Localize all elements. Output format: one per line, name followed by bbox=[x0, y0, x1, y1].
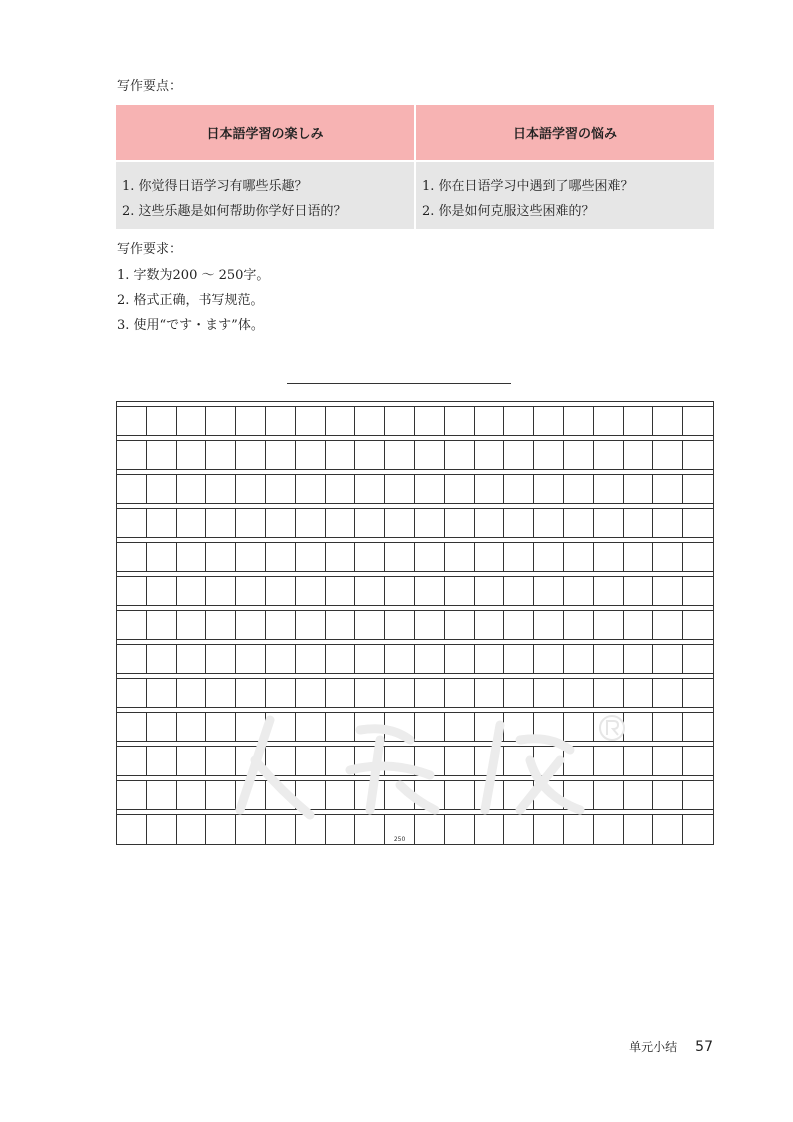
grid-cell[interactable] bbox=[445, 815, 475, 844]
grid-cell[interactable] bbox=[504, 407, 534, 435]
topic-body bbox=[416, 162, 714, 229]
grid-cell[interactable] bbox=[445, 407, 475, 435]
grid-cell[interactable] bbox=[683, 611, 713, 639]
grid-cell[interactable] bbox=[653, 543, 683, 571]
grid-cell[interactable] bbox=[564, 645, 594, 673]
grid-cell[interactable] bbox=[385, 475, 415, 503]
grid-cell[interactable] bbox=[594, 611, 624, 639]
grid-cell[interactable] bbox=[236, 781, 266, 809]
grid-cell[interactable] bbox=[326, 441, 356, 469]
grid-cell[interactable] bbox=[504, 645, 534, 673]
grid-row bbox=[117, 475, 713, 504]
topic-header: 日本語学習の悩み bbox=[416, 105, 714, 160]
topic-item: 1. 你觉得日语学习有哪些乐趣？ bbox=[122, 179, 308, 194]
grid-cell[interactable] bbox=[415, 407, 445, 435]
grid-cell[interactable] bbox=[534, 407, 564, 435]
grid-cell[interactable] bbox=[445, 645, 475, 673]
grid-cell[interactable] bbox=[236, 815, 266, 844]
grid-cell[interactable] bbox=[385, 509, 415, 537]
grid-cell[interactable] bbox=[564, 543, 594, 571]
grid-cell[interactable] bbox=[296, 679, 326, 707]
grid-cell[interactable] bbox=[296, 611, 326, 639]
grid-cell[interactable] bbox=[415, 543, 445, 571]
grid-cell[interactable] bbox=[504, 543, 534, 571]
grid-cell[interactable] bbox=[504, 611, 534, 639]
grid-cell[interactable] bbox=[236, 407, 266, 435]
grid-cell[interactable] bbox=[653, 509, 683, 537]
grid-cell[interactable] bbox=[296, 407, 326, 435]
grid-row bbox=[117, 781, 713, 810]
grid-cell[interactable] bbox=[415, 611, 445, 639]
grid-cell[interactable] bbox=[683, 747, 713, 775]
grid-cell[interactable] bbox=[564, 713, 594, 741]
grid-cell[interactable] bbox=[624, 781, 654, 809]
grid-cell[interactable] bbox=[385, 407, 415, 435]
grid-cell[interactable] bbox=[445, 441, 475, 469]
grid-cell[interactable] bbox=[624, 645, 654, 673]
grid-cell[interactable] bbox=[504, 781, 534, 809]
grid-cell[interactable] bbox=[475, 713, 505, 741]
grid-cell[interactable] bbox=[266, 679, 296, 707]
grid-cell[interactable] bbox=[117, 577, 147, 605]
grid-cell[interactable] bbox=[564, 407, 594, 435]
grid-row bbox=[117, 441, 713, 470]
grid-row bbox=[117, 815, 713, 844]
grid-cell[interactable] bbox=[236, 509, 266, 537]
grid-cell[interactable] bbox=[445, 781, 475, 809]
grid-cell[interactable] bbox=[415, 441, 445, 469]
grid-cell[interactable] bbox=[355, 645, 385, 673]
grid-cell[interactable] bbox=[147, 577, 177, 605]
grid-cell[interactable] bbox=[266, 543, 296, 571]
grid-cell[interactable] bbox=[445, 509, 475, 537]
requirement-item: 1. 字数为200 ～ 250字。 bbox=[117, 268, 270, 283]
grid-cell[interactable] bbox=[475, 407, 505, 435]
grid-cell[interactable] bbox=[624, 577, 654, 605]
grid-cell[interactable] bbox=[683, 407, 713, 435]
chapter-label: 单元小结 bbox=[629, 1040, 678, 1054]
grid-cell[interactable] bbox=[594, 441, 624, 469]
grid-cell[interactable] bbox=[236, 441, 266, 469]
grid-cell[interactable] bbox=[415, 815, 445, 844]
grid-cell[interactable] bbox=[534, 645, 564, 673]
grid-cell[interactable] bbox=[624, 543, 654, 571]
grid-cell[interactable] bbox=[624, 747, 654, 775]
grid-cell[interactable] bbox=[683, 713, 713, 741]
grid-cell[interactable] bbox=[326, 747, 356, 775]
grid-cell[interactable] bbox=[504, 577, 534, 605]
requirement-item: 2. 格式正确，书写规范。 bbox=[117, 293, 264, 308]
grid-cell[interactable] bbox=[206, 475, 236, 503]
grid-cell[interactable] bbox=[266, 441, 296, 469]
grid-cell[interactable] bbox=[445, 747, 475, 775]
grid-cell[interactable] bbox=[385, 713, 415, 741]
grid-cell[interactable] bbox=[415, 679, 445, 707]
page-number: 57 bbox=[695, 1039, 713, 1055]
grid-cell[interactable] bbox=[147, 475, 177, 503]
grid-cell[interactable] bbox=[385, 781, 415, 809]
grid-cell[interactable] bbox=[594, 577, 624, 605]
grid-cell[interactable] bbox=[504, 713, 534, 741]
grid-cell[interactable] bbox=[206, 679, 236, 707]
grid-cell[interactable] bbox=[653, 781, 683, 809]
grid-cell[interactable] bbox=[445, 577, 475, 605]
grid-cell[interactable] bbox=[445, 611, 475, 639]
grid-cell[interactable] bbox=[594, 645, 624, 673]
grid-cell[interactable] bbox=[147, 747, 177, 775]
grid-cell[interactable] bbox=[504, 441, 534, 469]
grid-cell[interactable] bbox=[504, 815, 534, 844]
grid-cell[interactable] bbox=[534, 509, 564, 537]
topic-column-worries bbox=[416, 105, 714, 229]
character-count-marker: 250 bbox=[393, 836, 406, 843]
grid-cell[interactable] bbox=[355, 407, 385, 435]
grid-cell[interactable] bbox=[236, 679, 266, 707]
grid-cell[interactable] bbox=[147, 679, 177, 707]
grid-cell[interactable] bbox=[504, 475, 534, 503]
writing-requirements-heading: 写作要求： bbox=[117, 242, 183, 257]
grid-cell[interactable] bbox=[355, 577, 385, 605]
grid-cell[interactable] bbox=[385, 815, 415, 844]
grid-cell[interactable] bbox=[534, 679, 564, 707]
grid-cell[interactable] bbox=[236, 747, 266, 775]
grid-cell[interactable] bbox=[683, 509, 713, 537]
grid-cell[interactable] bbox=[504, 679, 534, 707]
grid-row bbox=[117, 679, 713, 708]
grid-cell[interactable] bbox=[594, 781, 624, 809]
grid-cell[interactable] bbox=[296, 577, 326, 605]
grid-cell[interactable] bbox=[117, 509, 147, 537]
essay-title-blank[interactable] bbox=[287, 383, 511, 384]
grid-cell[interactable] bbox=[355, 475, 385, 503]
grid-cell[interactable] bbox=[683, 645, 713, 673]
grid-cell[interactable] bbox=[326, 679, 356, 707]
grid-cell[interactable] bbox=[326, 713, 356, 741]
grid-cell[interactable] bbox=[564, 509, 594, 537]
grid-cell[interactable] bbox=[564, 475, 594, 503]
grid-cell[interactable] bbox=[206, 645, 236, 673]
grid-cell[interactable] bbox=[534, 815, 564, 844]
grid-cell[interactable] bbox=[624, 713, 654, 741]
grid-cell[interactable] bbox=[653, 611, 683, 639]
grid-cell[interactable] bbox=[177, 815, 207, 844]
grid-cell[interactable] bbox=[475, 747, 505, 775]
grid-cell[interactable] bbox=[355, 543, 385, 571]
grid-cell[interactable] bbox=[177, 577, 207, 605]
grid-cell[interactable] bbox=[683, 815, 713, 844]
grid-cell[interactable] bbox=[117, 407, 147, 435]
grid-cell[interactable] bbox=[177, 611, 207, 639]
grid-cell[interactable] bbox=[206, 407, 236, 435]
grid-cell[interactable] bbox=[266, 815, 296, 844]
grid-cell[interactable] bbox=[653, 815, 683, 844]
grid-cell[interactable] bbox=[415, 645, 445, 673]
grid-cell[interactable] bbox=[385, 611, 415, 639]
grid-row bbox=[117, 407, 713, 436]
grid-cell[interactable] bbox=[594, 543, 624, 571]
grid-cell[interactable] bbox=[177, 407, 207, 435]
grid-cell[interactable] bbox=[206, 611, 236, 639]
grid-cell[interactable] bbox=[653, 747, 683, 775]
grid-cell[interactable] bbox=[624, 509, 654, 537]
grid-cell[interactable] bbox=[177, 781, 207, 809]
grid-cell[interactable] bbox=[475, 475, 505, 503]
grid-cell[interactable] bbox=[624, 815, 654, 844]
grid-cell[interactable] bbox=[236, 611, 266, 639]
grid-cell[interactable] bbox=[475, 815, 505, 844]
grid-cell[interactable] bbox=[117, 543, 147, 571]
grid-cell[interactable] bbox=[385, 543, 415, 571]
grid-cell[interactable] bbox=[117, 747, 147, 775]
grid-cell[interactable] bbox=[534, 611, 564, 639]
grid-cell[interactable] bbox=[147, 509, 177, 537]
grid-cell[interactable] bbox=[475, 781, 505, 809]
grid-cell[interactable] bbox=[564, 815, 594, 844]
grid-row bbox=[117, 543, 713, 572]
grid-cell[interactable] bbox=[653, 475, 683, 503]
grid-cell[interactable] bbox=[296, 475, 326, 503]
grid-cell[interactable] bbox=[147, 407, 177, 435]
page-footer bbox=[629, 1038, 713, 1055]
grid-row bbox=[117, 611, 713, 640]
grid-cell[interactable] bbox=[266, 781, 296, 809]
grid-cell[interactable] bbox=[564, 441, 594, 469]
grid-cell[interactable] bbox=[594, 475, 624, 503]
grid-cell[interactable] bbox=[326, 577, 356, 605]
grid-cell[interactable] bbox=[206, 577, 236, 605]
grid-cell[interactable] bbox=[296, 509, 326, 537]
grid-cell[interactable] bbox=[624, 679, 654, 707]
grid-cell[interactable] bbox=[415, 509, 445, 537]
grid-row bbox=[117, 509, 713, 538]
grid-cell[interactable] bbox=[326, 407, 356, 435]
grid-cell[interactable] bbox=[385, 645, 415, 673]
grid-cell[interactable] bbox=[594, 815, 624, 844]
grid-cell[interactable] bbox=[177, 679, 207, 707]
grid-cell[interactable] bbox=[624, 407, 654, 435]
grid-cell[interactable] bbox=[683, 475, 713, 503]
grid-cell[interactable] bbox=[236, 577, 266, 605]
grid-cell[interactable] bbox=[445, 679, 475, 707]
grid-cell[interactable] bbox=[355, 611, 385, 639]
writing-points-heading: 写作要点： bbox=[117, 79, 183, 94]
grid-cell[interactable] bbox=[475, 543, 505, 571]
grid-cell[interactable] bbox=[266, 713, 296, 741]
grid-cell[interactable] bbox=[177, 543, 207, 571]
grid-cell[interactable] bbox=[117, 713, 147, 741]
grid-cell[interactable] bbox=[326, 815, 356, 844]
grid-cell[interactable] bbox=[564, 611, 594, 639]
grid-cell[interactable] bbox=[475, 509, 505, 537]
topic-header: 日本語学習の楽しみ bbox=[116, 105, 414, 160]
grid-cell[interactable] bbox=[683, 577, 713, 605]
grid-cell[interactable] bbox=[117, 611, 147, 639]
grid-cell[interactable] bbox=[653, 441, 683, 469]
grid-cell[interactable] bbox=[355, 747, 385, 775]
grid-cell[interactable] bbox=[266, 509, 296, 537]
grid-cell[interactable] bbox=[147, 713, 177, 741]
grid-row bbox=[117, 713, 713, 742]
grid-cell[interactable] bbox=[415, 747, 445, 775]
grid-cell[interactable] bbox=[296, 543, 326, 571]
grid-cell[interactable] bbox=[355, 713, 385, 741]
grid-cell[interactable] bbox=[594, 679, 624, 707]
grid-cell[interactable] bbox=[445, 543, 475, 571]
grid-cell[interactable] bbox=[355, 815, 385, 844]
grid-cell[interactable] bbox=[117, 781, 147, 809]
grid-cell[interactable] bbox=[445, 475, 475, 503]
grid-cell[interactable] bbox=[117, 645, 147, 673]
grid-cell[interactable] bbox=[236, 543, 266, 571]
grid-cell[interactable] bbox=[415, 577, 445, 605]
grid-cell[interactable] bbox=[594, 407, 624, 435]
grid-cell[interactable] bbox=[296, 781, 326, 809]
grid-cell[interactable] bbox=[117, 815, 147, 844]
grid-cell[interactable] bbox=[117, 679, 147, 707]
grid-cell[interactable] bbox=[415, 713, 445, 741]
grid-cell[interactable] bbox=[206, 543, 236, 571]
grid-cell[interactable] bbox=[296, 747, 326, 775]
grid-cell[interactable] bbox=[236, 713, 266, 741]
grid-cell[interactable] bbox=[296, 645, 326, 673]
grid-cell[interactable] bbox=[296, 815, 326, 844]
grid-cell[interactable] bbox=[504, 509, 534, 537]
grid-cell[interactable] bbox=[177, 645, 207, 673]
grid-cell[interactable] bbox=[296, 713, 326, 741]
topic-body bbox=[116, 162, 414, 229]
grid-cell[interactable] bbox=[534, 577, 564, 605]
grid-cell[interactable] bbox=[355, 781, 385, 809]
grid-cell[interactable] bbox=[177, 747, 207, 775]
grid-cell[interactable] bbox=[326, 611, 356, 639]
grid-cell[interactable] bbox=[385, 577, 415, 605]
grid-cell[interactable] bbox=[564, 577, 594, 605]
grid-cell[interactable] bbox=[653, 645, 683, 673]
grid-cell[interactable] bbox=[326, 781, 356, 809]
grid-cell[interactable] bbox=[594, 747, 624, 775]
grid-cell[interactable] bbox=[415, 781, 445, 809]
grid-cell[interactable] bbox=[445, 713, 475, 741]
grid-cell[interactable] bbox=[355, 509, 385, 537]
grid-row bbox=[117, 577, 713, 606]
grid-cell[interactable] bbox=[385, 679, 415, 707]
grid-cell[interactable] bbox=[534, 543, 564, 571]
grid-cell[interactable] bbox=[355, 441, 385, 469]
requirements-list bbox=[117, 263, 269, 338]
grid-cell[interactable] bbox=[206, 815, 236, 844]
grid-cell[interactable] bbox=[534, 475, 564, 503]
grid-cell[interactable] bbox=[266, 475, 296, 503]
grid-cell[interactable] bbox=[117, 441, 147, 469]
grid-cell[interactable] bbox=[683, 543, 713, 571]
grid-cell[interactable] bbox=[147, 611, 177, 639]
grid-cell[interactable] bbox=[534, 781, 564, 809]
grid-cell[interactable] bbox=[475, 611, 505, 639]
grid-cell[interactable] bbox=[326, 475, 356, 503]
grid-cell[interactable] bbox=[177, 441, 207, 469]
topic-column-enjoyment bbox=[116, 105, 414, 229]
grid-row bbox=[117, 747, 713, 776]
grid-cell[interactable] bbox=[206, 781, 236, 809]
grid-cell[interactable] bbox=[147, 543, 177, 571]
grid-cell[interactable] bbox=[206, 509, 236, 537]
grid-cell[interactable] bbox=[653, 577, 683, 605]
topic-item: 2. 这些乐趣是如何帮助你学好日语的？ bbox=[122, 204, 347, 219]
grid-cell[interactable] bbox=[147, 815, 177, 844]
grid-cell[interactable] bbox=[266, 611, 296, 639]
grid-cell[interactable] bbox=[534, 713, 564, 741]
grid-cell[interactable] bbox=[266, 407, 296, 435]
grid-cell[interactable] bbox=[564, 747, 594, 775]
grid-cell[interactable] bbox=[475, 441, 505, 469]
grid-cell[interactable] bbox=[683, 781, 713, 809]
grid-cell[interactable] bbox=[266, 645, 296, 673]
grid-cell[interactable] bbox=[534, 747, 564, 775]
grid-cell[interactable] bbox=[206, 747, 236, 775]
grid-cell[interactable] bbox=[653, 679, 683, 707]
grid-cell[interactable] bbox=[475, 645, 505, 673]
grid-cell[interactable] bbox=[326, 543, 356, 571]
grid-cell[interactable] bbox=[296, 441, 326, 469]
grid-cell[interactable] bbox=[206, 713, 236, 741]
grid-row bbox=[117, 645, 713, 674]
grid-cell[interactable] bbox=[594, 509, 624, 537]
topic-item: 1. 你在日语学习中遇到了哪些困难？ bbox=[422, 179, 634, 194]
grid-cell[interactable] bbox=[475, 679, 505, 707]
grid-cell[interactable] bbox=[564, 679, 594, 707]
grid-cell[interactable] bbox=[177, 713, 207, 741]
grid-cell[interactable] bbox=[326, 645, 356, 673]
grid-cell[interactable] bbox=[177, 475, 207, 503]
grid-cell[interactable] bbox=[624, 611, 654, 639]
grid-cell[interactable] bbox=[534, 441, 564, 469]
grid-cell[interactable] bbox=[594, 713, 624, 741]
grid-cell[interactable] bbox=[385, 747, 415, 775]
grid-cell[interactable] bbox=[683, 441, 713, 469]
grid-cell[interactable] bbox=[147, 645, 177, 673]
grid-cell[interactable] bbox=[624, 475, 654, 503]
grid-cell[interactable] bbox=[624, 441, 654, 469]
grid-cell[interactable] bbox=[266, 747, 296, 775]
requirement-item: 3. 使用“です・ます”体。 bbox=[117, 318, 264, 333]
grid-cell[interactable] bbox=[147, 441, 177, 469]
grid-cell[interactable] bbox=[475, 577, 505, 605]
grid-cell[interactable] bbox=[415, 475, 445, 503]
grid-cell[interactable] bbox=[236, 475, 266, 503]
grid-cell[interactable] bbox=[147, 781, 177, 809]
grid-cell[interactable] bbox=[326, 509, 356, 537]
grid-cell[interactable] bbox=[683, 679, 713, 707]
grid-cell[interactable] bbox=[385, 441, 415, 469]
grid-cell[interactable] bbox=[504, 747, 534, 775]
writing-points-table bbox=[116, 105, 714, 229]
grid-cell[interactable] bbox=[236, 645, 266, 673]
grid-cell[interactable] bbox=[355, 679, 385, 707]
grid-cell[interactable] bbox=[117, 475, 147, 503]
topic-item: 2. 你是如何克服这些困难的？ bbox=[422, 204, 595, 219]
grid-cell[interactable] bbox=[177, 509, 207, 537]
grid-cell[interactable] bbox=[266, 577, 296, 605]
grid-cell[interactable] bbox=[653, 713, 683, 741]
manuscript-grid[interactable] bbox=[116, 401, 714, 845]
grid-cell[interactable] bbox=[564, 781, 594, 809]
grid-cell[interactable] bbox=[206, 441, 236, 469]
grid-cell[interactable] bbox=[653, 407, 683, 435]
